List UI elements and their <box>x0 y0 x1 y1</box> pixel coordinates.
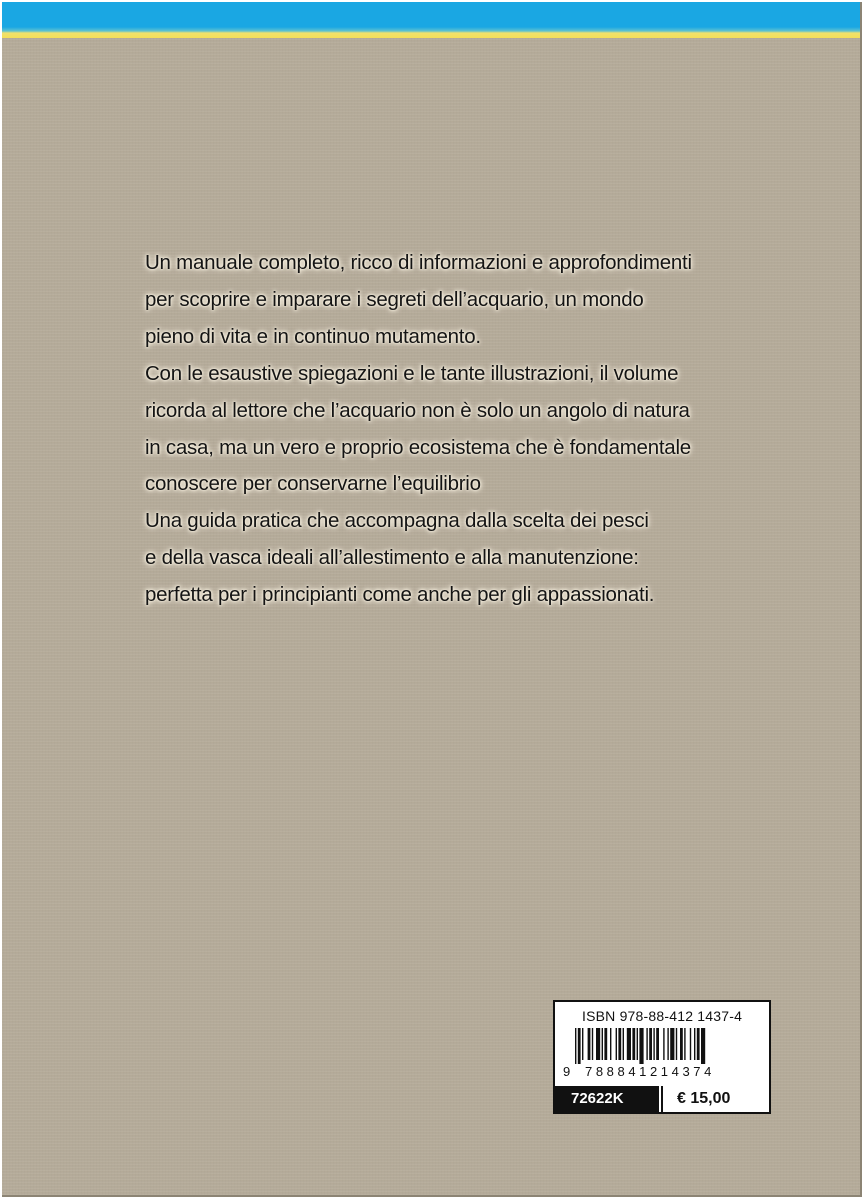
barcode-label <box>553 1000 771 1114</box>
blurb-line: Una guida pratica che accompagna dalla scelta dei pesci <box>145 509 649 533</box>
blurb-line: conoscere per conservarne l’equilibrio <box>145 472 481 496</box>
blurb-line: e della vasca ideali all’allestimento e alla manutenzione: <box>145 546 639 570</box>
blurb-line: per scoprire e imparare i segreti dell’acquario, un mondo <box>145 287 644 311</box>
barcode-icon <box>575 1028 751 1064</box>
top-color-stripe <box>2 2 860 38</box>
blurb-line: pieno di vita e in continuo mutamento. <box>145 324 481 348</box>
isbn-number: ISBN 978-88-412 1437-4 <box>582 1008 743 1024</box>
blurb-line: perfetta per i principianti come anche per gli appassionati. <box>145 583 655 607</box>
product-code: 72622K <box>555 1086 659 1112</box>
book-back-cover <box>2 2 862 1197</box>
ean-first-digit: 9 <box>563 1064 571 1079</box>
blurb-line: ricorda al lettore che l’acquario non è solo un angolo di natura <box>145 398 690 422</box>
ean-digits: 788841214374 <box>585 1064 715 1079</box>
blurb-line: in casa, ma un vero e proprio ecosistema che è fondamentale <box>145 435 691 459</box>
price-label: € 15,00 <box>661 1086 769 1112</box>
blurb-line: Con le esaustive spiegazioni e le tante illustrazioni, il volume <box>145 361 679 385</box>
blurb-line: Un manuale completo, ricco di informazioni e approfondimenti <box>145 251 692 274</box>
back-cover-blurb <box>145 245 755 614</box>
